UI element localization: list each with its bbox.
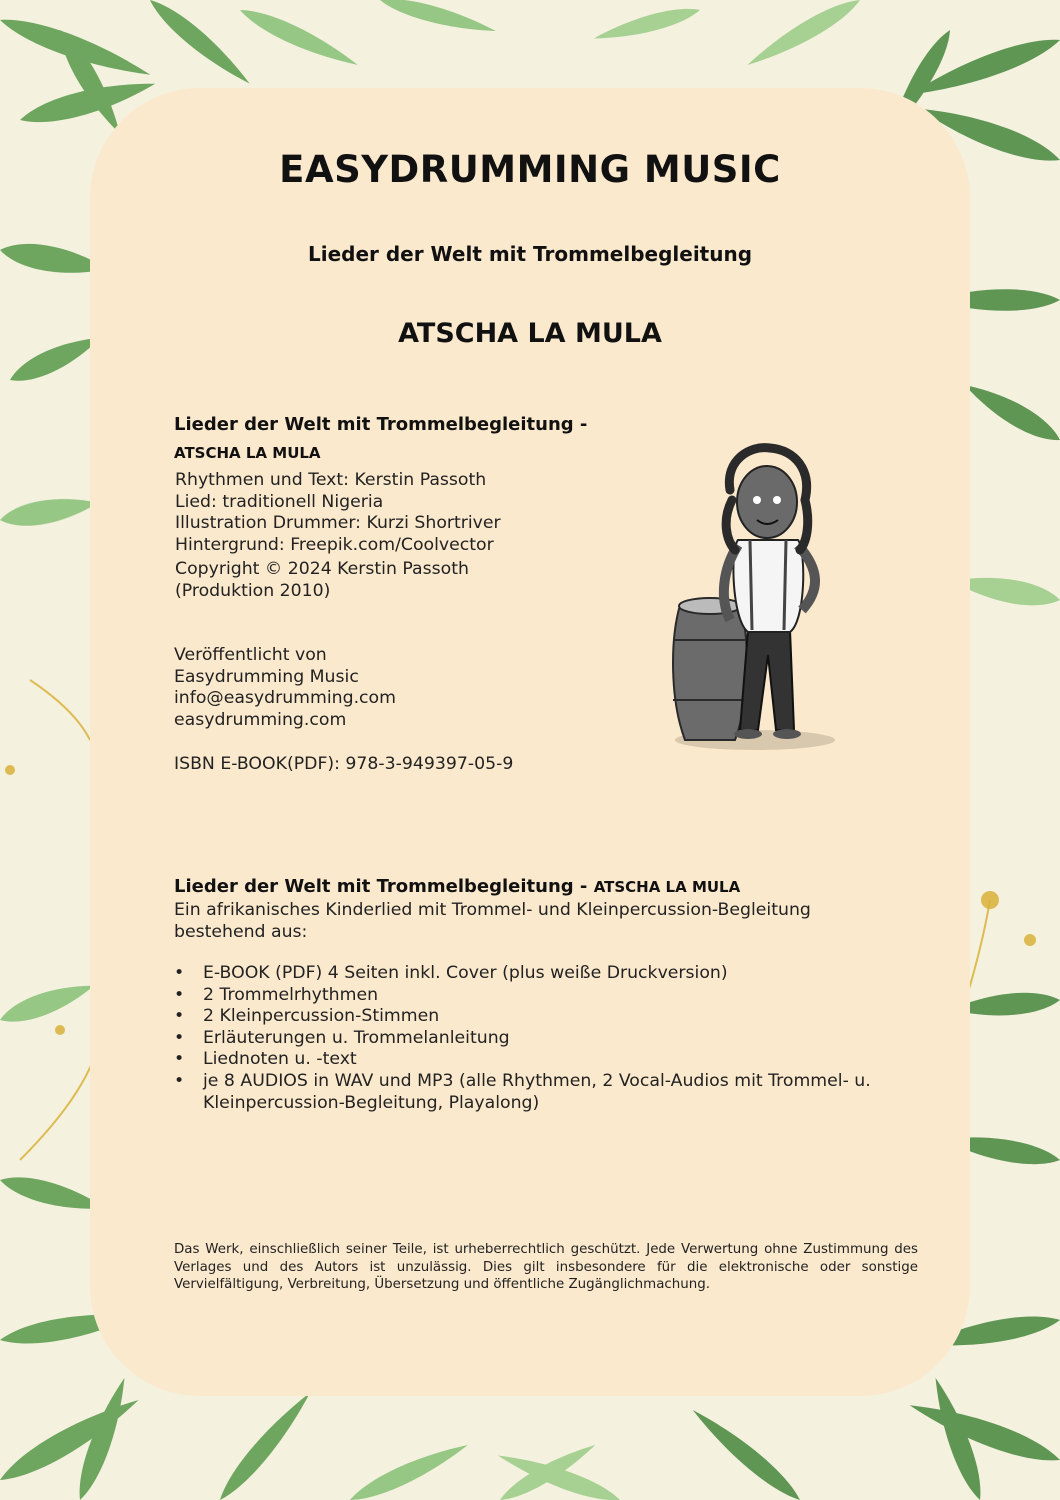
feature-list	[174, 963, 934, 1114]
section2-heading-text: Lieder der Welt mit Trommelbegleitung -	[174, 876, 588, 897]
publisher-line: Veröffentlicht von	[174, 645, 327, 665]
drummer-illustration	[660, 440, 860, 760]
credits-block	[175, 470, 501, 603]
product-description: Ein afrikanisches Kinderlied mit Trommel- und Kleinpercussion-Begleitung bestehend aus:	[174, 900, 811, 942]
section1-song: ATSCHA LA MULA	[174, 444, 321, 462]
publisher-line: Easydrumming Music	[174, 666, 359, 687]
section1-heading: Lieder der Welt mit Trommelbegleitung -	[174, 414, 588, 435]
drum-icon	[673, 598, 747, 740]
list-item: • je 8 AUDIOS in WAV und MP3 (alle Rhythmen, 2 Vocal-Audios mit Trommel- u. Kleinpercussion-Begleitung, Playalong)	[174, 1071, 934, 1114]
credit-line: Copyright © 2024 Kerstin Passoth	[175, 559, 469, 580]
list-item: • Liednoten u. -text	[174, 1049, 934, 1071]
publisher-email: info@easydrumming.com	[174, 688, 396, 709]
credit-line: Hintergrund: Freepik.com/Coolvector	[175, 534, 494, 555]
credit-line: (Produktion 2010)	[175, 580, 331, 601]
credit-line: Illustration Drummer: Kurzi Shortriver	[175, 513, 501, 534]
song-title: ATSCHA LA MULA	[398, 318, 662, 349]
credit-line: Lied: traditionell Nigeria	[175, 491, 384, 512]
list-item: • 2 Kleinpercussion-Stimmen	[174, 1006, 934, 1028]
publisher-block	[174, 645, 396, 731]
list-item: • Erläuterungen u. Trommelanleitung	[174, 1028, 934, 1050]
isbn: ISBN E-BOOK(PDF): 978-3-949397-05-9	[174, 754, 514, 774]
section2-song: ATSCHA LA MULA	[593, 878, 741, 896]
copyright-notice: Das Werk, einschließlich seiner Teile, ist urheberrechtlich geschützt. Jede Verwertung ohne Zustimmung des Verlages und des Autors ist unzulässig. Dies gilt insbesondere für die elektronische oder sonstige Vervielfältigung, Verbreitung, Übersetzung und öffentliche Zugänglichmachung.	[174, 1242, 918, 1292]
section2-heading	[174, 876, 740, 897]
credit-line: Rhythmen und Text: Kerstin Passoth	[175, 470, 487, 490]
list-item: • 2 Trommelrhythmen	[174, 985, 934, 1007]
page-title: EASYDRUMMING MUSIC	[279, 148, 781, 191]
publisher-website: easydrumming.com	[174, 709, 347, 730]
series-subtitle: Lieder der Welt mit Trommelbegleitung	[307, 242, 753, 266]
list-item: • E-BOOK (PDF) 4 Seiten inkl. Cover (plus weiße Druckversion)	[174, 963, 934, 985]
